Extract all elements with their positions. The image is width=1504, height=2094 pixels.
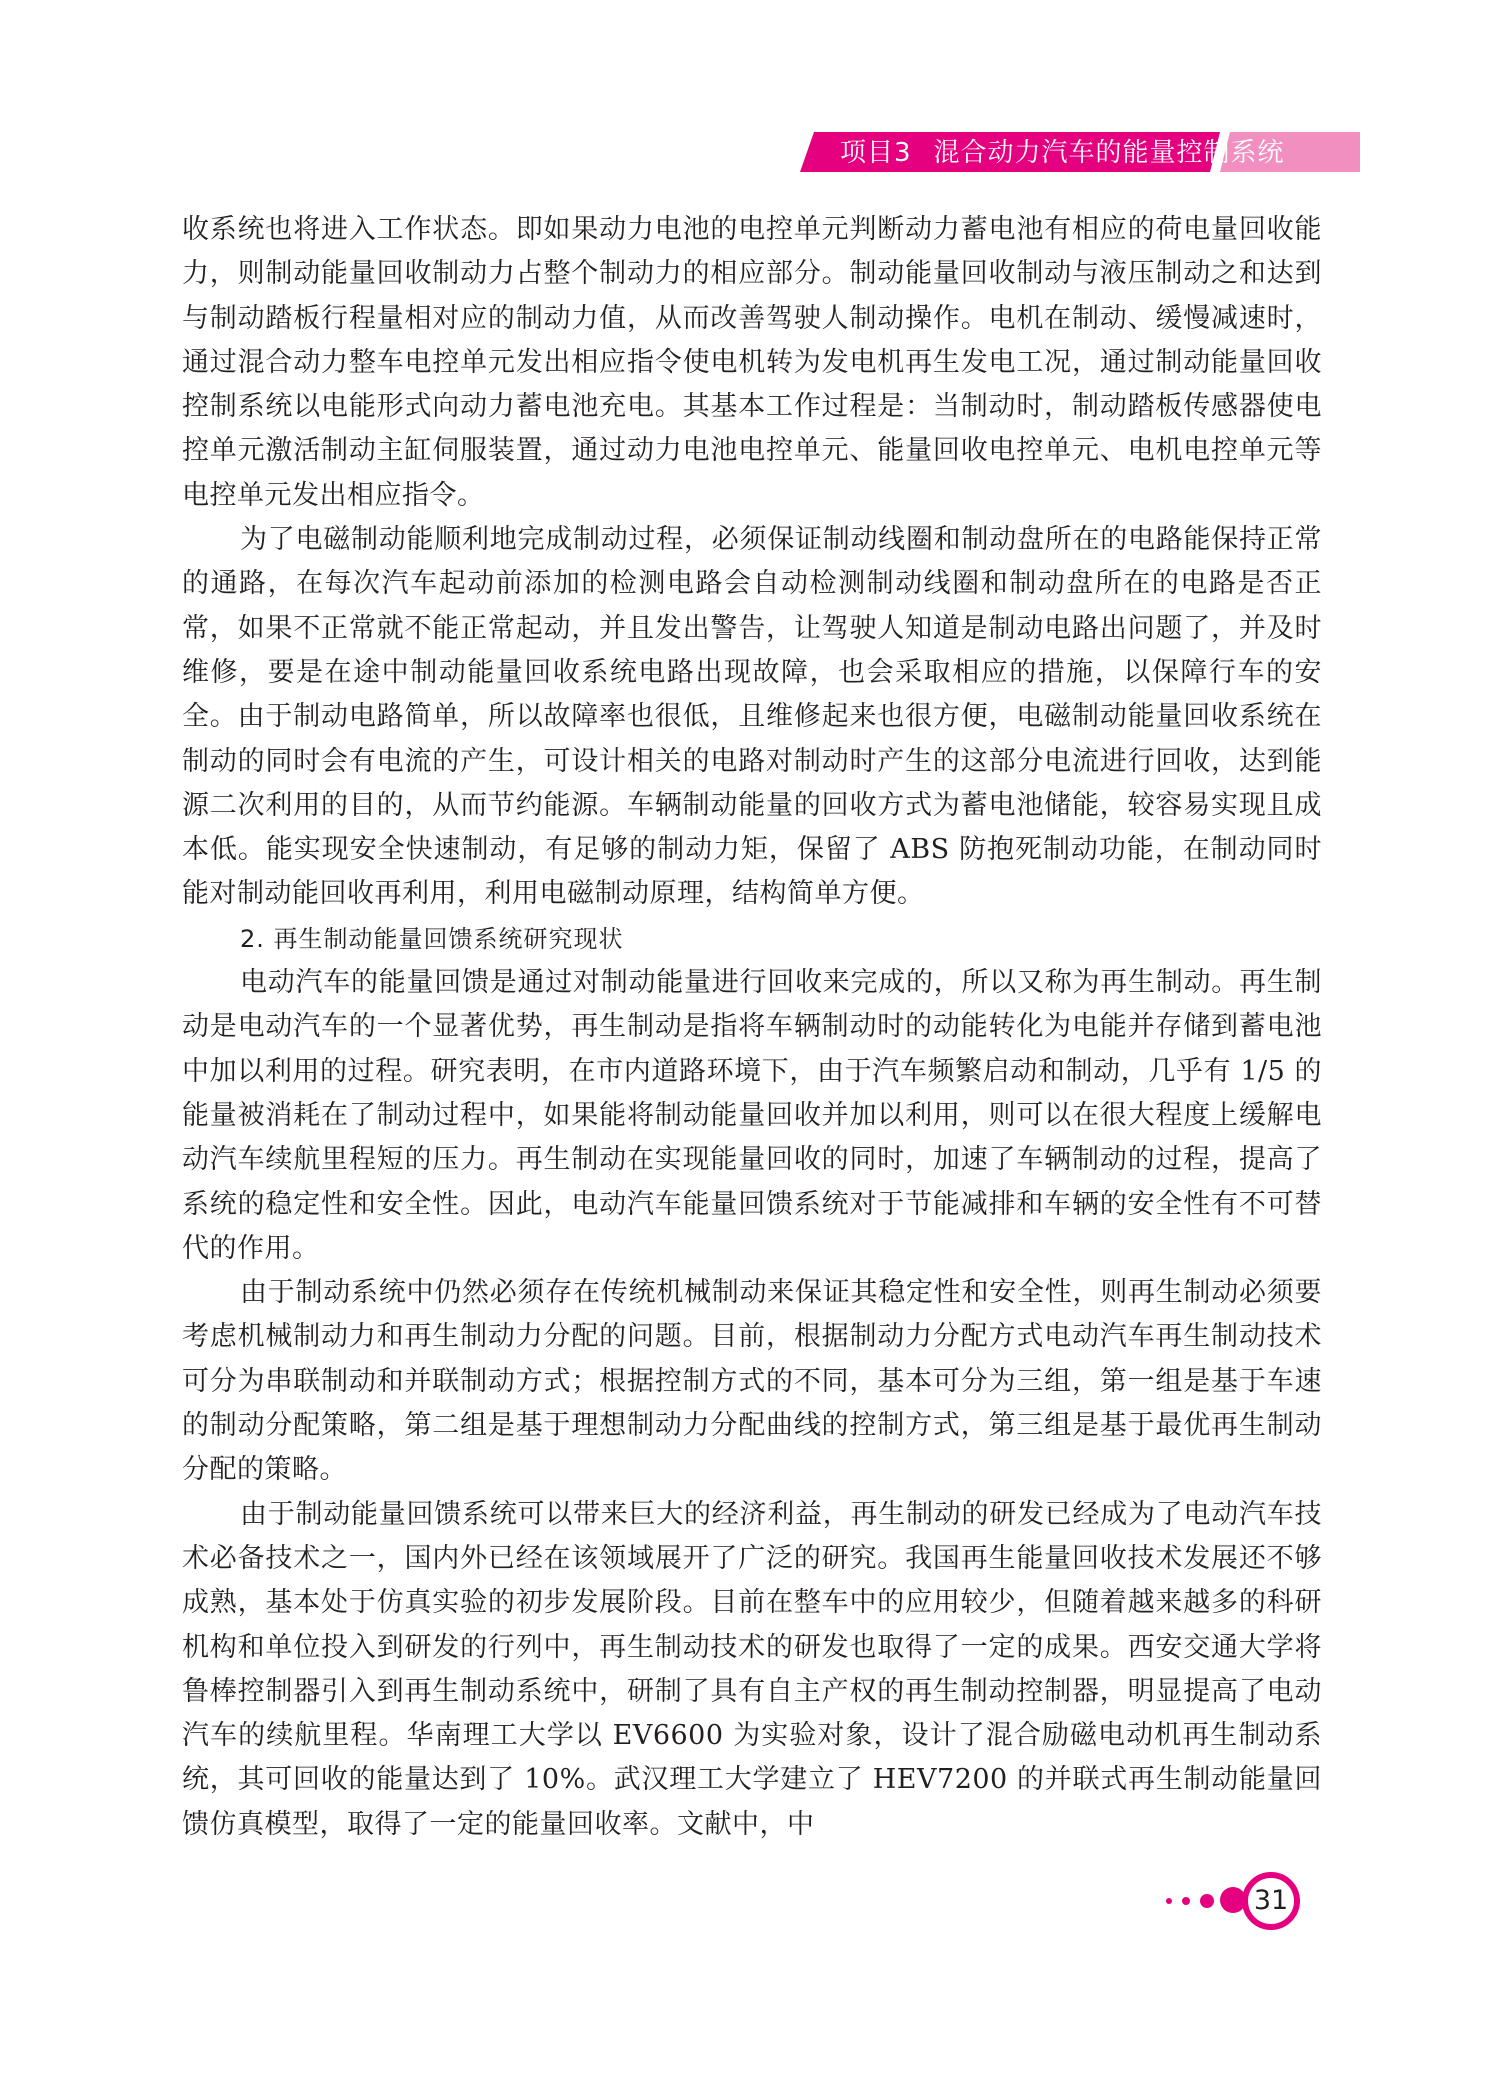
paragraph: 由于制动能量回馈系统可以带来巨大的经济利益，再生制动的研发已经成为了电动汽车技术必备技术之一，国内外已经在该领域展开了广泛的研究。我国再生能量回收技术发展还不够成熟，基本处于仿真实验的初步发展阶段。目前在整车中的应用较少，但随着越来越多的科研机构和单位投入到研发的行列中，再生制动技术的研发也取得了一定的成果。西安交通大学将鲁棒控制器引入到再生制动系统中，研制了具有自主产权的再生制动控制器，明显提高了电动汽车的续航里程。华南理工大学以 EV6600 为实验对象，设计了混合励磁电动机再生制动系统，其可回收的能量达到了 10%。武汉理工大学建立了 HEV7200 的并联式再生制动能量回馈仿真模型，取得了一定的能量回收率。文献中，中 bbox=[182, 1498, 1322, 1840]
chapter-title: 混合动力汽车的能量控制系统 bbox=[933, 138, 1285, 168]
dot-small-icon bbox=[1166, 1898, 1172, 1904]
paragraph: 由于制动系统中仍然必须存在传统机械制动来保证其稳定性和安全性，则再生制动必须要考虑机械制动力和再生制动力分配的问题。目前，根据制动力分配方式电动汽车再生制动技术可分为串联制动和并联制动方式；根据控制方式的不同，基本可分为三组，第一组是基于车速的制动分配策略，第二组是基于理想制动力分配曲线的控制方式，第三组是基于最优再生制动分配的策略。 bbox=[182, 1277, 1322, 1486]
section-heading: 2. 再生制动能量回馈系统研究现状 bbox=[240, 924, 624, 953]
dot-small-icon bbox=[1182, 1897, 1190, 1905]
body-text bbox=[182, 208, 1322, 1847]
page-number-badge bbox=[1160, 1870, 1330, 1940]
paragraph: 收系统也将进入工作状态。即如果动力电池的电控单元判断动力蓄电池有相应的荷电量回收能力，则制动能量回收制动力占整个制动力的相应部分。制动能量回收制动与液压制动之和达到与制动踏板行程量相对应的制动力值，从而改善驾驶人制动操作。电机在制动、缓慢减速时，通过混合动力整车电控单元发出相应指令使电机转为发电机再生发电工况，通过制动能量回收控制系统以电能形式向动力蓄电池充电。其基本工作过程是：当制动时，制动踏板传感器使电控单元激活制动主缸伺服装置，通过动力电池电控单元、能量回收电控单元、电机电控单元等电控单元发出相应指令。 bbox=[182, 214, 1322, 511]
project-label: 项目3 bbox=[840, 138, 912, 168]
paragraph: 为了电磁制动能顺利地完成制动过程，必须保证制动线圈和制动盘所在的电路能保持正常的通路，在每次汽车起动前添加的检测电路会自动检测制动线圈和制动盘所在的电路是否正常，如果不正常就不能正常起动，并且发出警告，让驾驶人知道是制动电路出问题了，并及时维修，要是在途中制动能量回收系统电路出现故障，也会采取相应的措施，以保障行车的安全。由于制动电路简单，所以故障率也很低，且维修起来也很方便，电磁制动能量回收系统在制动的同时会有电流的产生，可设计相关的电路对制动时产生的这部分电流进行回收，达到能源二次利用的目的，从而节约能源。车辆制动能量的回收方式为蓄电池储能，较容易实现且成本低。能实现安全快速制动，有足够的制动力矩，保留了 ABS 防抱死制动功能，在制动同时能对制动能回收再利用，利用电磁制动原理，结构简单方便。 bbox=[182, 524, 1322, 910]
header-title bbox=[840, 136, 1285, 170]
paragraph: 电动汽车的能量回馈是通过对制动能量进行回收来完成的，所以又称为再生制动。再生制动是电动汽车的一个显著优势，再生制动是指将车辆制动时的动能转化为电能并存储到蓄电池中加以利用的过程。研究表明，在市内道路环境下，由于汽车频繁启动和制动，几乎有 1/5 的能量被消耗在了制动过程中，如果能将制动能量回收并加以利用，则可以在很大程度上缓解电动汽车续航里程短的压力。再生制动在实现能量回收的同时，加速了车辆制动的过程，提高了系统的稳定性和安全性。因此，电动汽车能量回馈系统对于节能减排和车辆的安全性有不可替代的作用。 bbox=[182, 967, 1322, 1264]
page-number: 31 bbox=[1253, 1885, 1289, 1916]
dot-medium-icon bbox=[1200, 1894, 1214, 1908]
